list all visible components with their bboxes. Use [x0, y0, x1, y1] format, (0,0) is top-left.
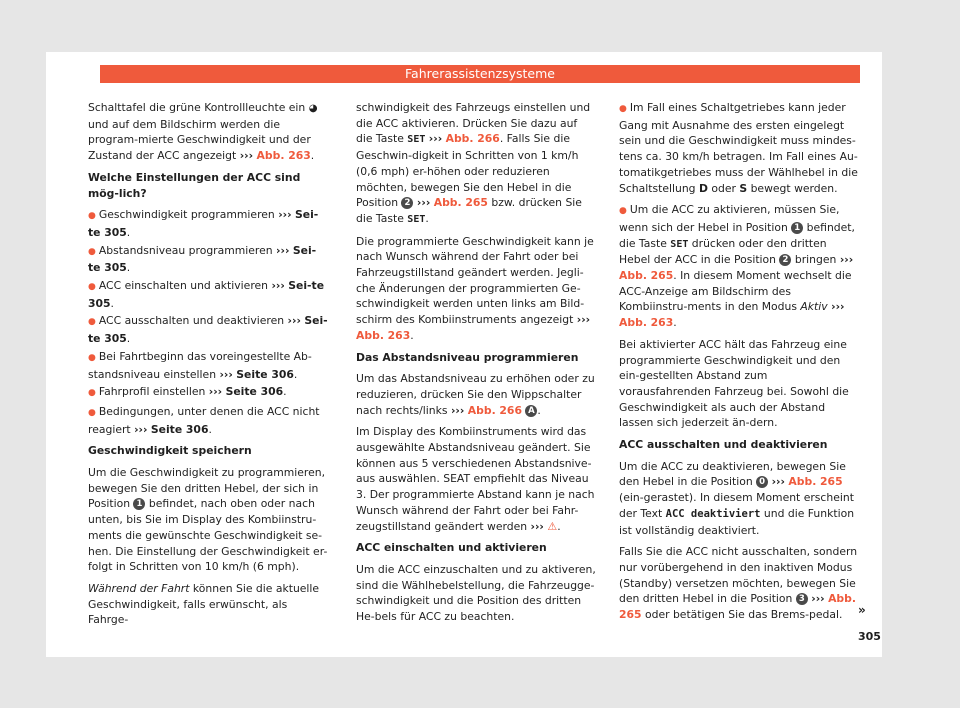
- position-marker: 1: [133, 498, 145, 510]
- warning-icon[interactable]: ⚠: [547, 519, 558, 533]
- paragraph: Um das Abstandsniveau zu erhöhen oder zu reduzieren, drücken Sie den Wippschalter nach rechts/links ››› Abb. 266 A .: [356, 372, 595, 417]
- display-text: ACC deaktiviert: [665, 507, 761, 520]
- continue-arrow-icon: »: [858, 603, 866, 617]
- heading: Das Abstandsniveau programmieren: [356, 350, 579, 364]
- figure-link[interactable]: Abb. 266: [467, 403, 522, 417]
- column-2: [356, 100, 596, 631]
- column-3: [619, 100, 859, 629]
- list-item: ● Fahrprofil einstellen ››› Seite 306.: [88, 385, 287, 399]
- paragraph: Bei aktivierter ACC hält das Fahrzeug eine programmierte Geschwindigkeit und den ein-gestellten Abstand zum vorausfahrenden Fahrzeug bei. Sowohl die Geschwindigkeit als auch der Abstand lassen sich jederzeit än-dern.: [619, 337, 849, 430]
- paragraph: Während der Fahrt können Sie die aktuelle Geschwindigkeit, falls erwünscht, als Fahrge-: [88, 581, 320, 627]
- page-link[interactable]: Sei-te 305: [88, 243, 317, 275]
- heading: Geschwindigkeit speichern: [88, 444, 252, 458]
- paragraph: Die programmierte Geschwindigkeit kann je nach Wunsch während der Fahrt oder bei Fahrzeugstillstand geändert werden. Jegli-che Änderungen der programmierten Ge-schwindigkeit werden unten links am Bild-schirm des Kombiinstruments angezeigt ››› Abb. 263.: [356, 234, 594, 342]
- page-link[interactable]: Sei-te 305: [88, 314, 328, 346]
- page-link[interactable]: Sei-te 305: [88, 208, 319, 239]
- position-marker: 3: [796, 593, 808, 605]
- page-number: 305: [858, 630, 881, 643]
- figure-link[interactable]: Abb. 266: [445, 132, 500, 146]
- position-marker: 0: [756, 476, 768, 488]
- figure-link[interactable]: Abb. 265: [619, 269, 674, 283]
- position-marker: 2: [779, 254, 791, 266]
- paragraph: Um die ACC zu deaktivieren, bewegen Sie den Hebel in die Position 0 ››› Abb. 265 (ein-gerastet). In diesem Moment erscheint der Text ACC deaktiviert und die Funktion ist vollständig deaktiviert.: [619, 459, 855, 537]
- section-header: Fahrerassistenzsysteme: [100, 65, 860, 83]
- list-item: ● ACC ausschalten und deaktivieren ››› Sei-te 305.: [88, 314, 328, 346]
- list-item: ● ACC einschalten und aktivieren ››› Sei-te 305.: [88, 279, 325, 310]
- settings-list: [88, 207, 328, 437]
- set-key-icon: SET: [670, 238, 689, 250]
- figure-link[interactable]: Abb. 265: [788, 475, 843, 489]
- heading: ACC einschalten und aktivieren: [356, 541, 547, 555]
- heading: ACC ausschalten und deaktivieren: [619, 438, 828, 452]
- paragraph: schwindigkeit des Fahrzeugs einstellen und die ACC aktivieren. Drücken Sie dazu auf die Taste SET ››› Abb. 266. Falls Sie die Geschwin-digkeit in Schritten von 1 km/h (0,6 mph) er-höhen oder reduzieren möchten, bewegen Sie den Hebel in die Position 2 ››› Abb. 265 bzw. drücken Sie die Taste SET.: [356, 101, 591, 225]
- position-marker: A: [525, 405, 537, 417]
- position-marker: 2: [401, 197, 413, 209]
- list-item: ● Abstandsniveau programmieren ››› Sei-te 305.: [88, 243, 317, 275]
- figure-link[interactable]: Abb. 265: [433, 196, 488, 210]
- page-link[interactable]: Sei-te 305: [88, 279, 325, 310]
- paragraph: Falls Sie die ACC nicht ausschalten, sondern nur vorübergehend in den inaktiven Modus (Standby) versetzen möchten, bewegen Sie den dritten Hebel in die Position 3 ››› Abb. 265 oder betätigen Sie das Brems-pedal.: [619, 545, 858, 622]
- page-link[interactable]: Seite 306: [225, 385, 284, 399]
- list-item: ● Um die ACC zu aktivieren, müssen Sie, wenn sich der Hebel in Position 1 befindet, die Taste SET drücken oder den dritten Hebel der ACC in die Position 2 bringen ››› Abb. 265. In diesem Moment wechselt die ACC-Anzeige am Bildschirm des Kombiinstru-ments in den Modus Aktiv ››› Abb. 263.: [619, 203, 855, 330]
- position-marker: 1: [791, 222, 803, 234]
- page-link[interactable]: Seite 306: [150, 422, 209, 436]
- list-item: ● Bedingungen, unter denen die ACC nicht reagiert ››› Seite 306.: [88, 404, 320, 436]
- paragraph: Im Display des Kombiinstruments wird das ausgewählte Abstandsniveau geändert. Sie können aus 5 verschiedenen Abstandsnive-aus auswählen. SEAT empfiehlt das Niveau 3. Der programmierte Abstand kann je nach Wunsch während der Fahrt oder bei Fahr-zeugstillstand geändert werden ››› ⚠.: [356, 425, 595, 533]
- manual-page: [46, 52, 882, 657]
- paragraph: Schalttafel die grüne Kontrollleuchte ein ◕ und auf dem Bildschirm werden die program-mierte Geschwindigkeit und der Zustand der ACC angezeigt ››› Abb. 263.: [88, 101, 318, 163]
- list-item: ● Im Fall eines Schaltgetriebes kann jeder Gang mit Ausnahme des ersten eingelegt sein und die Geschwindigkeit muss mindes-tens ca. 30 km/h betragen. Im Fall eines Au-tomatikgetriebes muss der Wählhebel in die Schaltstellung D oder S bewegt werden.: [619, 101, 858, 195]
- speedometer-icon: ◕: [308, 103, 318, 114]
- paragraph: Um die Geschwindigkeit zu programmieren, bewegen Sie den dritten Hebel, der sich in Position 1 befindet, nach oben oder nach unten, bis Sie im Display des Kombiinstru-ments die gewünschte Geschwindigkeit se-hen. Die Einstellung der Geschwindigkeit er-folgt in Schritten von 10 km/h (6 mph).: [88, 466, 328, 574]
- figure-link[interactable]: Abb. 263: [356, 328, 411, 342]
- paragraph: Um die ACC einzuschalten und zu aktiveren, sind die Wählhebelstellung, die Fahrzeugge-schwindigkeit und die Position des dritten He-bels für ACC zu beachten.: [356, 562, 596, 624]
- list-item: ● Bei Fahrtbeginn das voreingestellte Ab-standsniveau einstellen ››› Seite 306.: [88, 349, 312, 381]
- heading: Welche Einstellungen der ACC sind mög-lich?: [88, 170, 301, 200]
- figure-link[interactable]: Abb. 265: [619, 592, 856, 622]
- set-key-icon: SET: [407, 134, 426, 146]
- figure-link[interactable]: Abb. 263: [256, 149, 311, 163]
- figure-link[interactable]: Abb. 263: [619, 316, 674, 330]
- page-link[interactable]: Seite 306: [236, 367, 294, 381]
- list-item: ● Geschwindigkeit programmieren ››› Sei-te 305.: [88, 208, 319, 239]
- column-1: [88, 100, 328, 634]
- set-key-icon: SET: [407, 213, 426, 225]
